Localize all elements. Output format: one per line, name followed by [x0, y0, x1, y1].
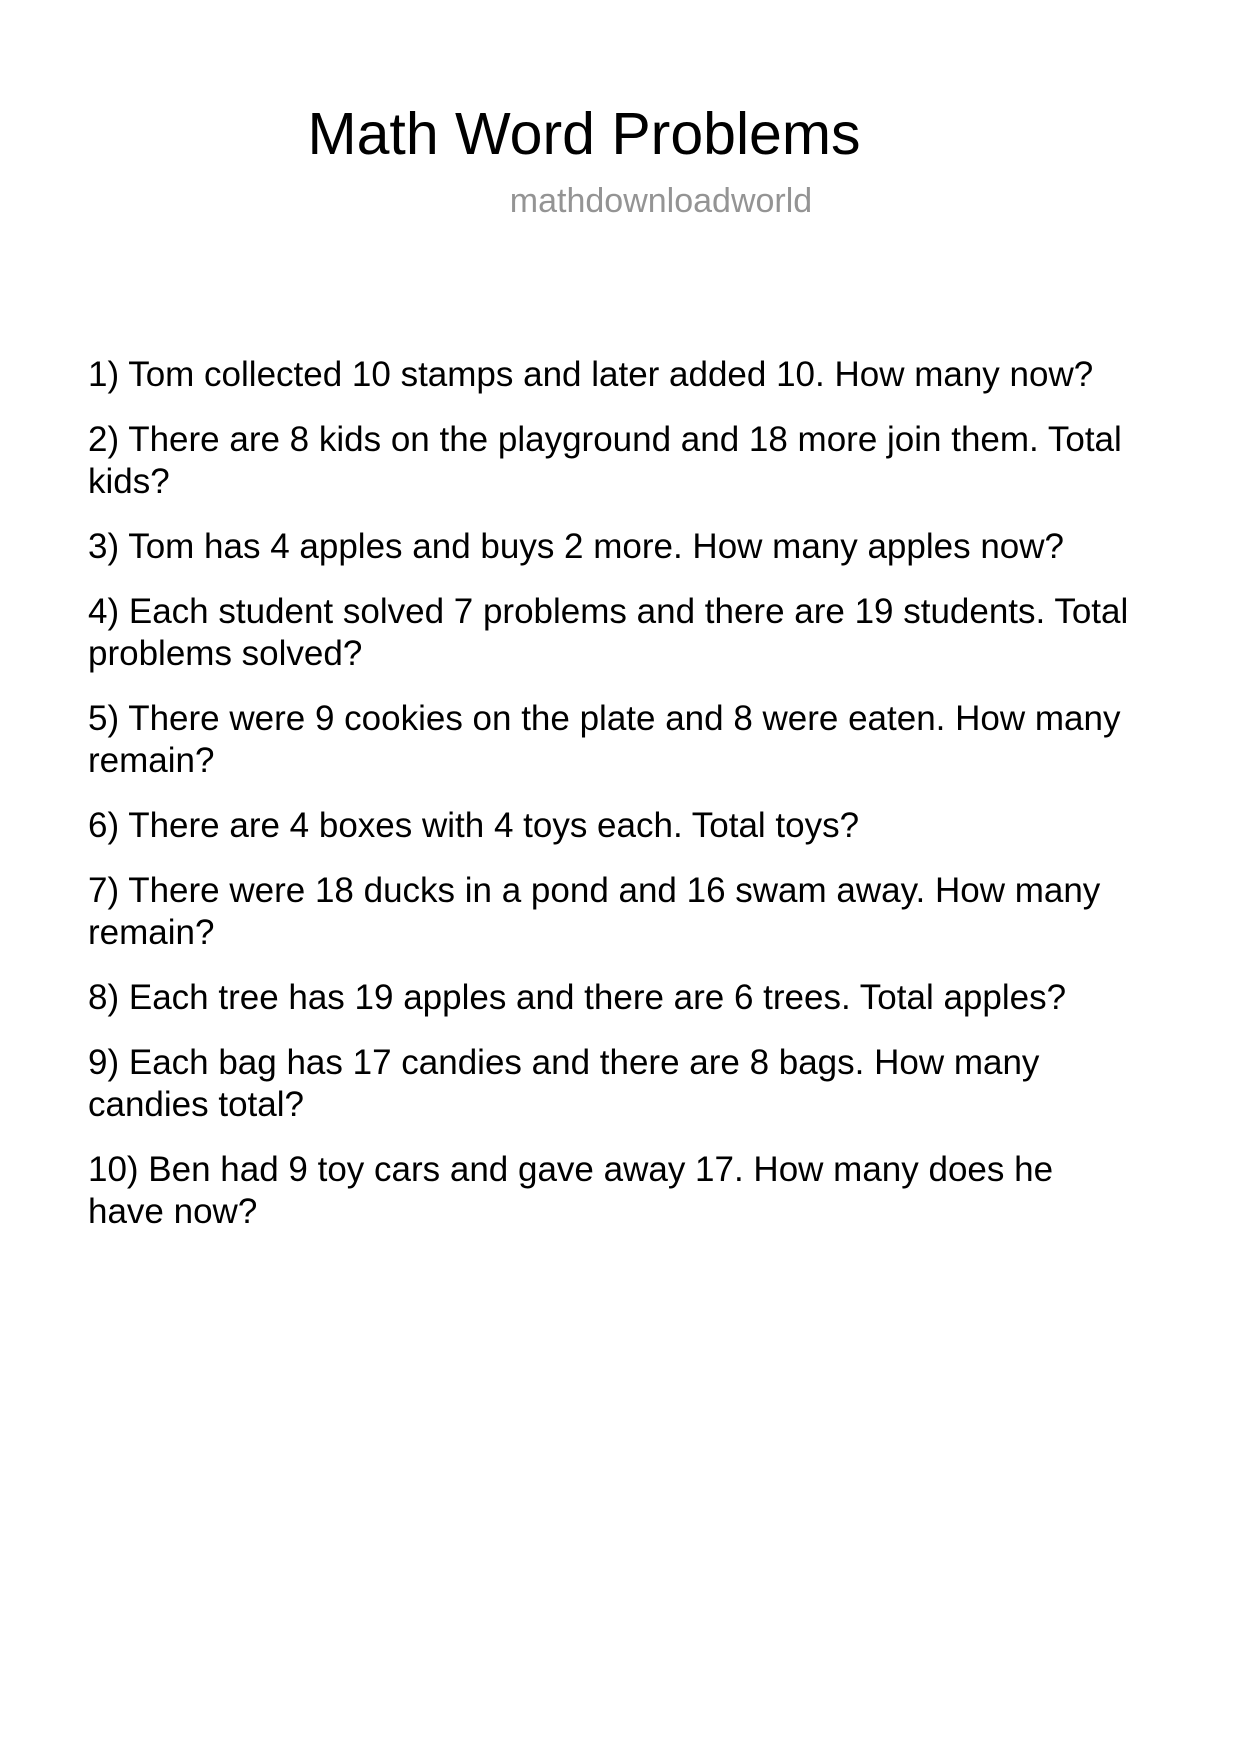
- problem-item: 2) There are 8 kids on the playground and 18 more join them. Total kids?: [88, 420, 1122, 501]
- problem-item: 8) Each tree has 19 apples and there are 6 trees. Total apples?: [88, 978, 1067, 1017]
- problem-item: 9) Each bag has 17 candies and there are 8 bags. How many candies total?: [88, 1043, 1040, 1124]
- problem-item: 10) Ben had 9 toy cars and gave away 17. How many does he have now?: [88, 1150, 1054, 1231]
- problem-item: 3) Tom has 4 apples and buys 2 more. How many apples now?: [88, 527, 1065, 566]
- page-title: Math Word Problems: [307, 101, 861, 167]
- problem-item: 6) There are 4 boxes with 4 toys each. Total toys?: [88, 806, 860, 845]
- page-subtitle: mathdownloadworld: [509, 182, 813, 220]
- problem-item: 4) Each student solved 7 problems and there are 19 students. Total problems solved?: [88, 592, 1129, 673]
- problem-item: 5) There were 9 cookies on the plate and 8 were eaten. How many remain?: [88, 699, 1121, 780]
- problem-item: 7) There were 18 ducks in a pond and 16 swam away. How many remain?: [88, 871, 1101, 952]
- problem-list: [88, 354, 1136, 1233]
- problem-item: 1) Tom collected 10 stamps and later added 10. How many now?: [88, 355, 1094, 394]
